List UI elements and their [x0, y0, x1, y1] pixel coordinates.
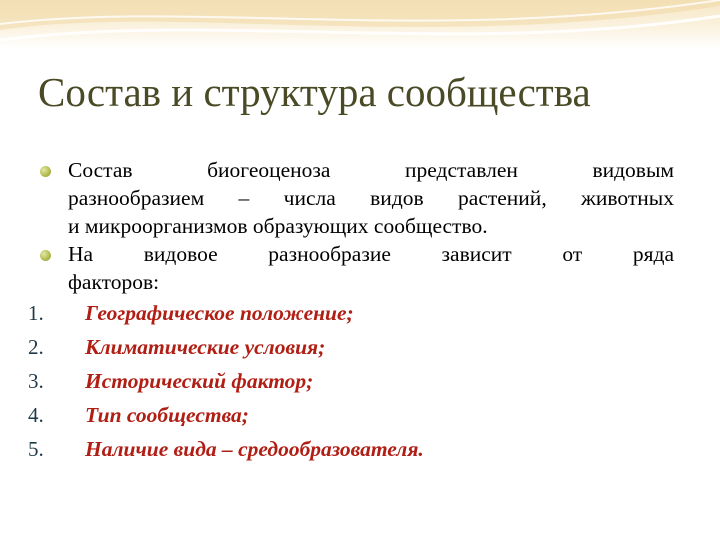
numbered-item: [28, 330, 674, 364]
bullet-text-line: факторов:: [68, 270, 160, 294]
bullet-text-line: и микроорганизмов образующих сообщество.: [68, 214, 488, 238]
decorative-swoosh: [0, 0, 720, 60]
numbered-item: [28, 432, 674, 466]
numbered-item: [28, 296, 674, 330]
slide-title: Состав и структура сообщества: [38, 69, 591, 115]
bullet-text-line: Состав биогеоценоза представлен видовым: [68, 158, 674, 182]
item-number: 1.: [28, 301, 44, 325]
bullet-text-line: На видовое разнообразие зависит от ряда: [68, 242, 674, 266]
bullet-item: [34, 240, 674, 296]
slide-content: [28, 156, 674, 466]
numbered-item: [28, 364, 674, 398]
item-text: Наличие вида – средообразователя.: [85, 437, 424, 461]
item-number: 4.: [28, 403, 44, 427]
item-number: 2.: [28, 335, 44, 359]
item-text: Климатические условия;: [85, 335, 326, 359]
item-text: Исторический фактор;: [85, 369, 314, 393]
item-text: Тип сообщества;: [85, 403, 249, 427]
bullet-item: [34, 156, 674, 240]
numbered-item: [28, 398, 674, 432]
bullet-text-line: разнообразием – числа видов растений, животных: [68, 186, 674, 210]
bullet-icon: [40, 166, 51, 177]
item-number: 3.: [28, 369, 44, 393]
bullet-icon: [40, 250, 51, 261]
item-number: 5.: [28, 437, 44, 461]
item-text: Географическое положение;: [85, 301, 354, 325]
